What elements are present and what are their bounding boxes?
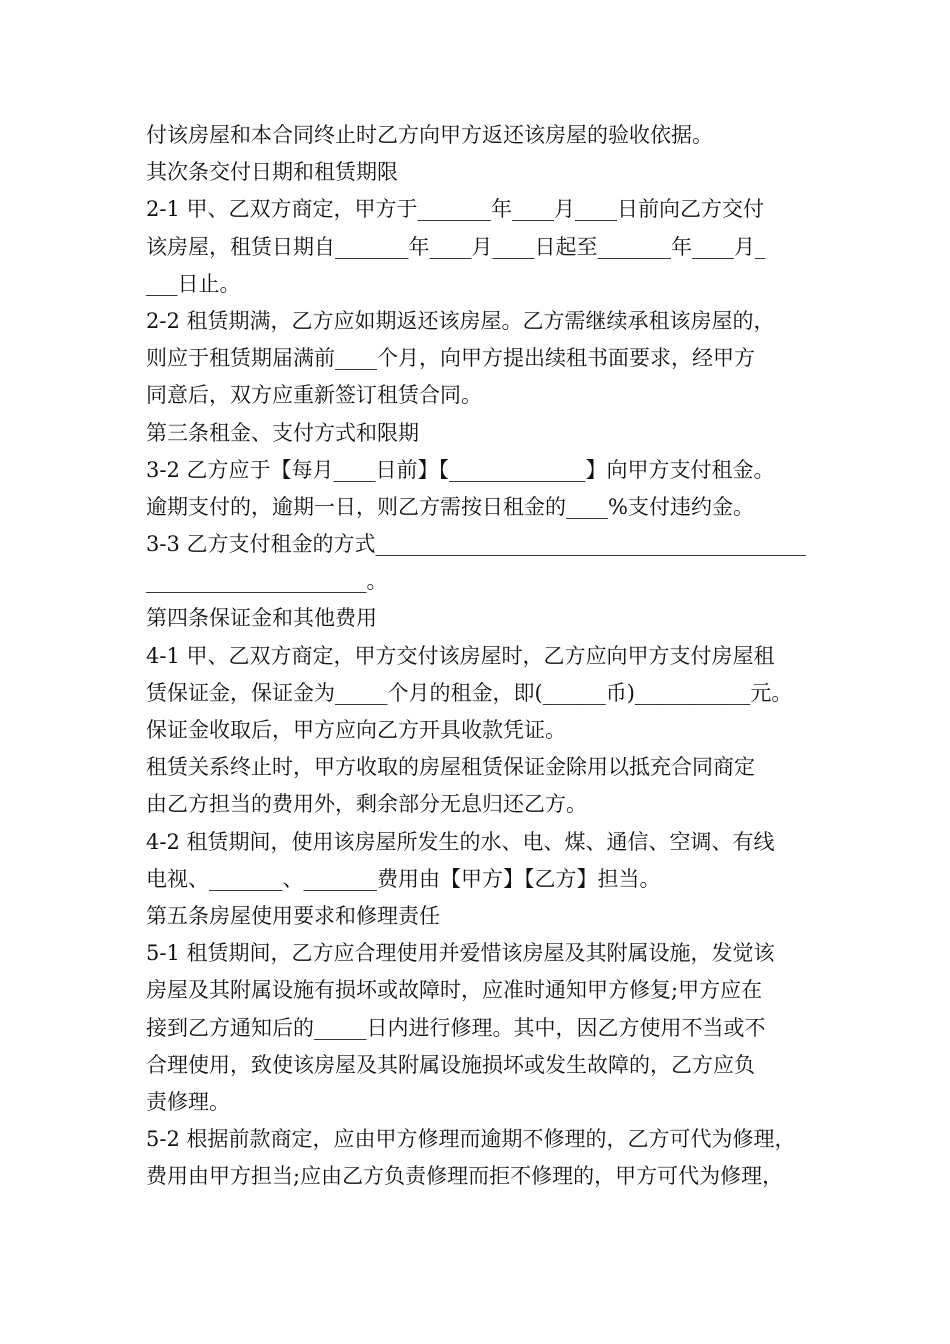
text-line: 2-2 租赁期满，乙方应如期返还该房屋。乙方需继续承租该房屋的， (146, 308, 775, 333)
text-line: 5-2 根据前款商定，应由甲方修理而逾期不修理的，乙方可代为修理， (146, 1127, 796, 1152)
text-line: 则应于租赁期届满前____个月，向甲方提出续租书面要求，经甲方 (146, 346, 755, 371)
text-line: 由乙方担当的费用外，剩余部分无息归还乙方。 (146, 792, 587, 817)
text-line: _____________________。 (146, 569, 388, 594)
text-line: ___日止。 (146, 271, 241, 296)
text-line: 费用由甲方担当;应由乙方负责修理而拒不修理的，甲方可代为修理， (146, 1164, 784, 1189)
text-line: 电视、_______、_______费用由【甲方】【乙方】担当。 (146, 866, 661, 891)
text-line: 2-1 甲、乙双方商定，甲方于_______年____月____日前向乙方交付 (146, 197, 764, 222)
text-line: 4-1 甲、乙双方商定，甲方交付该房屋时，乙方应向甲方支付房屋租 (146, 643, 775, 668)
text-line: 5-1 租赁期间，乙方应合理使用并爱惜该房屋及其附属设施，发觉该 (146, 941, 775, 966)
document-page (146, 117, 826, 1195)
section-heading: 第三条租金、支付方式和限期 (146, 420, 419, 445)
section-heading: 其次条交付日期和租赁期限 (146, 160, 398, 185)
text-line: 赁保证金，保证金为_____个月的租金，即(______币)___________元。 (146, 680, 793, 705)
text-line: 3-2 乙方应于【每月____日前】【_____________】向甲方支付租金。 (146, 457, 775, 482)
text-line: 4-2 租赁期间，使用该房屋所发生的水、电、煤、通信、空调、有线 (146, 829, 775, 854)
text-line: 逾期支付的，逾期一日，则乙方需按日租金的____%支付违约金。 (146, 494, 754, 519)
section-heading: 第四条保证金和其他费用 (146, 606, 377, 631)
text-line: 责修理。 (146, 1089, 230, 1114)
text-line: 3-3 乙方支付租金的方式_________________________________________ (146, 532, 806, 557)
text-line: 房屋及其附属设施有损坏或故障时，应准时通知甲方修复;甲方应在 (146, 978, 763, 1003)
text-line: 合理使用，致使该房屋及其附属设施损坏或发生故障的，乙方应负 (146, 1052, 755, 1077)
text-line: 保证金收取后，甲方应向乙方开具收款凭证。 (146, 718, 566, 742)
text-line: 接到乙方通知后的_____日内进行修理。其中，因乙方使用不当或不 (146, 1015, 766, 1040)
text-line: 租赁关系终止时，甲方收取的房屋租赁保证金除用以抵充合同商定 (146, 755, 755, 780)
text-line: 同意后，双方应重新签订租赁合同。 (146, 383, 482, 408)
text-line: 该房屋，租赁日期自_______年____月____日起至_______年____月_ (146, 234, 766, 259)
text-line: 付该房屋和本合同终止时乙方向甲方返还该房屋的验收依据。 (146, 123, 713, 147)
section-heading: 第五条房屋使用要求和修理责任 (146, 903, 440, 928)
